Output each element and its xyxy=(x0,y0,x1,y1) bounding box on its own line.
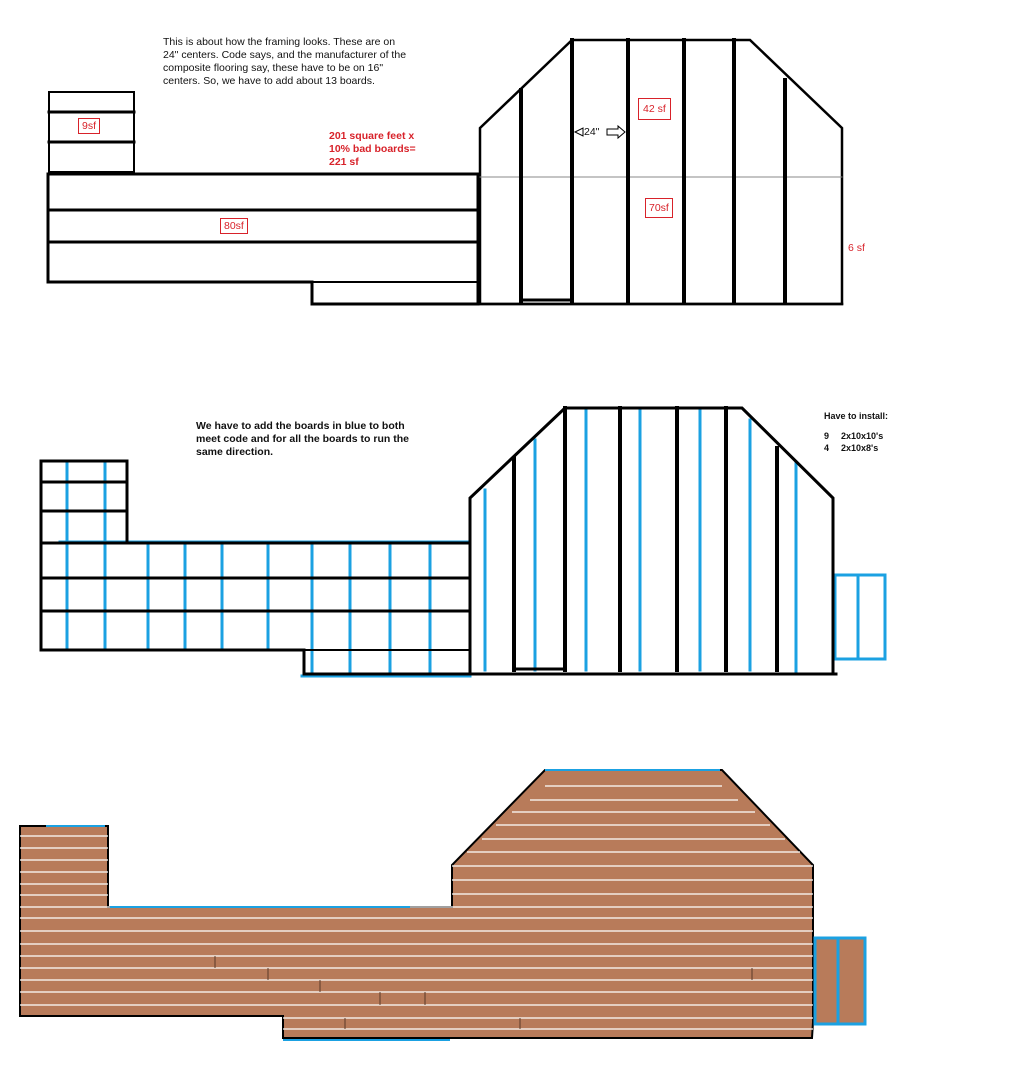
square-footage-calc: 201 square feet x 10% bad boards= 221 sf xyxy=(329,130,416,168)
left-section-outline xyxy=(48,174,478,304)
deck-surface xyxy=(20,770,813,1038)
existing-joists xyxy=(521,40,785,302)
joist-spacing-label: 24" xyxy=(584,126,600,138)
area-label-80sf: 80sf xyxy=(220,218,248,234)
bump-frame-2 xyxy=(41,461,127,543)
install-item-name: 2x10x8's xyxy=(841,443,879,453)
install-list xyxy=(824,410,944,454)
added-framing-plan xyxy=(41,408,885,676)
framing-explanation-note: This is about how the framing looks. These are on 24" centers. Code says, and the manufacturer of the composite flooring say, these have to be on 16" centers. So, we have to add about 13 boards. xyxy=(163,36,407,87)
install-item xyxy=(824,430,944,442)
install-title: Have to install: xyxy=(824,411,889,421)
install-qty: 9 xyxy=(824,431,830,441)
deck-extension-box xyxy=(815,938,865,1024)
area-label-6sf: 6 sf xyxy=(848,242,865,254)
spacing-arrow-left xyxy=(575,128,583,136)
added-boards-note: We have to add the boards in blue to both meet code and for all the boards to run the same direction. xyxy=(196,420,409,458)
install-item xyxy=(824,442,944,454)
area-label-42sf: 42 sf xyxy=(638,98,671,120)
install-item-name: 2x10x10's xyxy=(841,431,884,441)
spacing-arrow-right xyxy=(607,126,625,138)
finished-deck-render xyxy=(20,770,865,1040)
area-label-9sf: 9sf xyxy=(78,118,100,134)
install-qty: 4 xyxy=(824,443,830,453)
right-section-outline xyxy=(480,40,842,304)
area-label-70sf: 70sf xyxy=(645,198,673,218)
extension-box xyxy=(835,575,885,659)
